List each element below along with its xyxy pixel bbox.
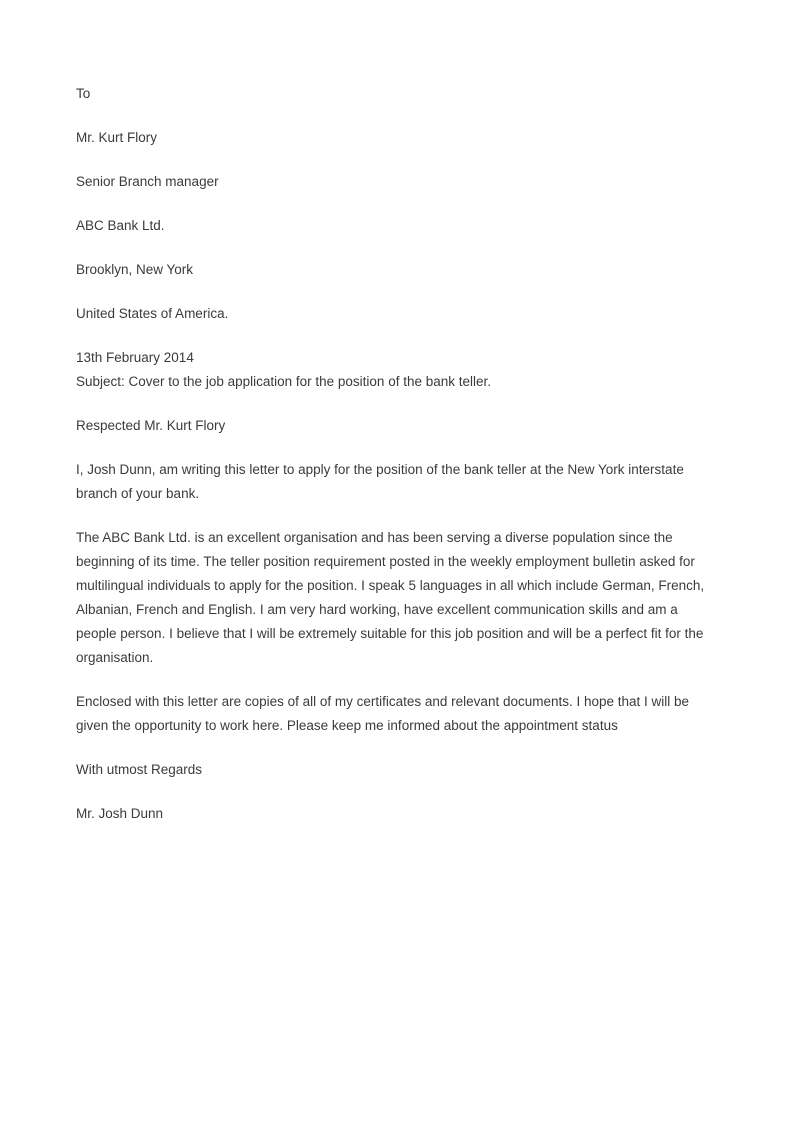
recipient-job-title-text: Senior Branch manager — [76, 174, 219, 189]
body-paragraph-2: The ABC Bank Ltd. is an excellent organisation and has been serving a diverse population since the beginning of its time. The teller position requirement posted in the weekly employment bulletin asked for multilingual individuals to apply for the position. I speak 5 languages in all which include German, French, Albanian, French and English. I am very hard working, have excellent communication skills and am a people person. I believe that I will be extremely suitable for this job position and will be a perfect fit for the organisation. — [76, 530, 705, 665]
recipient-city-state — [76, 258, 710, 282]
letter-date: 13th February 2014 — [76, 350, 194, 365]
recipient-country — [76, 302, 710, 326]
recipient-company — [76, 214, 710, 238]
closing-text: With utmost Regards — [76, 762, 203, 777]
letter-body — [76, 82, 710, 826]
recipient-city-state-text: Brooklyn, New York — [76, 262, 194, 277]
recipient-to-line — [76, 82, 710, 106]
closing — [76, 758, 710, 782]
to-label: To — [76, 86, 91, 101]
letter-subject: Subject: Cover to the job application for the position of the bank teller. — [76, 374, 492, 389]
recipient-name — [76, 126, 710, 150]
body-paragraph-1: I, Josh Dunn, am writing this letter to apply for the position of the bank teller at the New York interstate branch of your bank. — [76, 462, 684, 501]
recipient-country-text: United States of America. — [76, 306, 229, 321]
signature-text: Mr. Josh Dunn — [76, 806, 164, 821]
recipient-company-text: ABC Bank Ltd. — [76, 218, 165, 233]
greeting — [76, 414, 710, 438]
recipient-job-title — [76, 170, 710, 194]
greeting-text: Respected Mr. Kurt Flory — [76, 418, 226, 433]
date-and-subject — [76, 346, 710, 394]
body-paragraph-3: Enclosed with this letter are copies of all of my certificates and relevant documents. I hope that I will be given the opportunity to work here. Please keep me informed about the appointment status — [76, 694, 690, 733]
recipient-name-text: Mr. Kurt Flory — [76, 130, 158, 145]
signature — [76, 802, 710, 826]
